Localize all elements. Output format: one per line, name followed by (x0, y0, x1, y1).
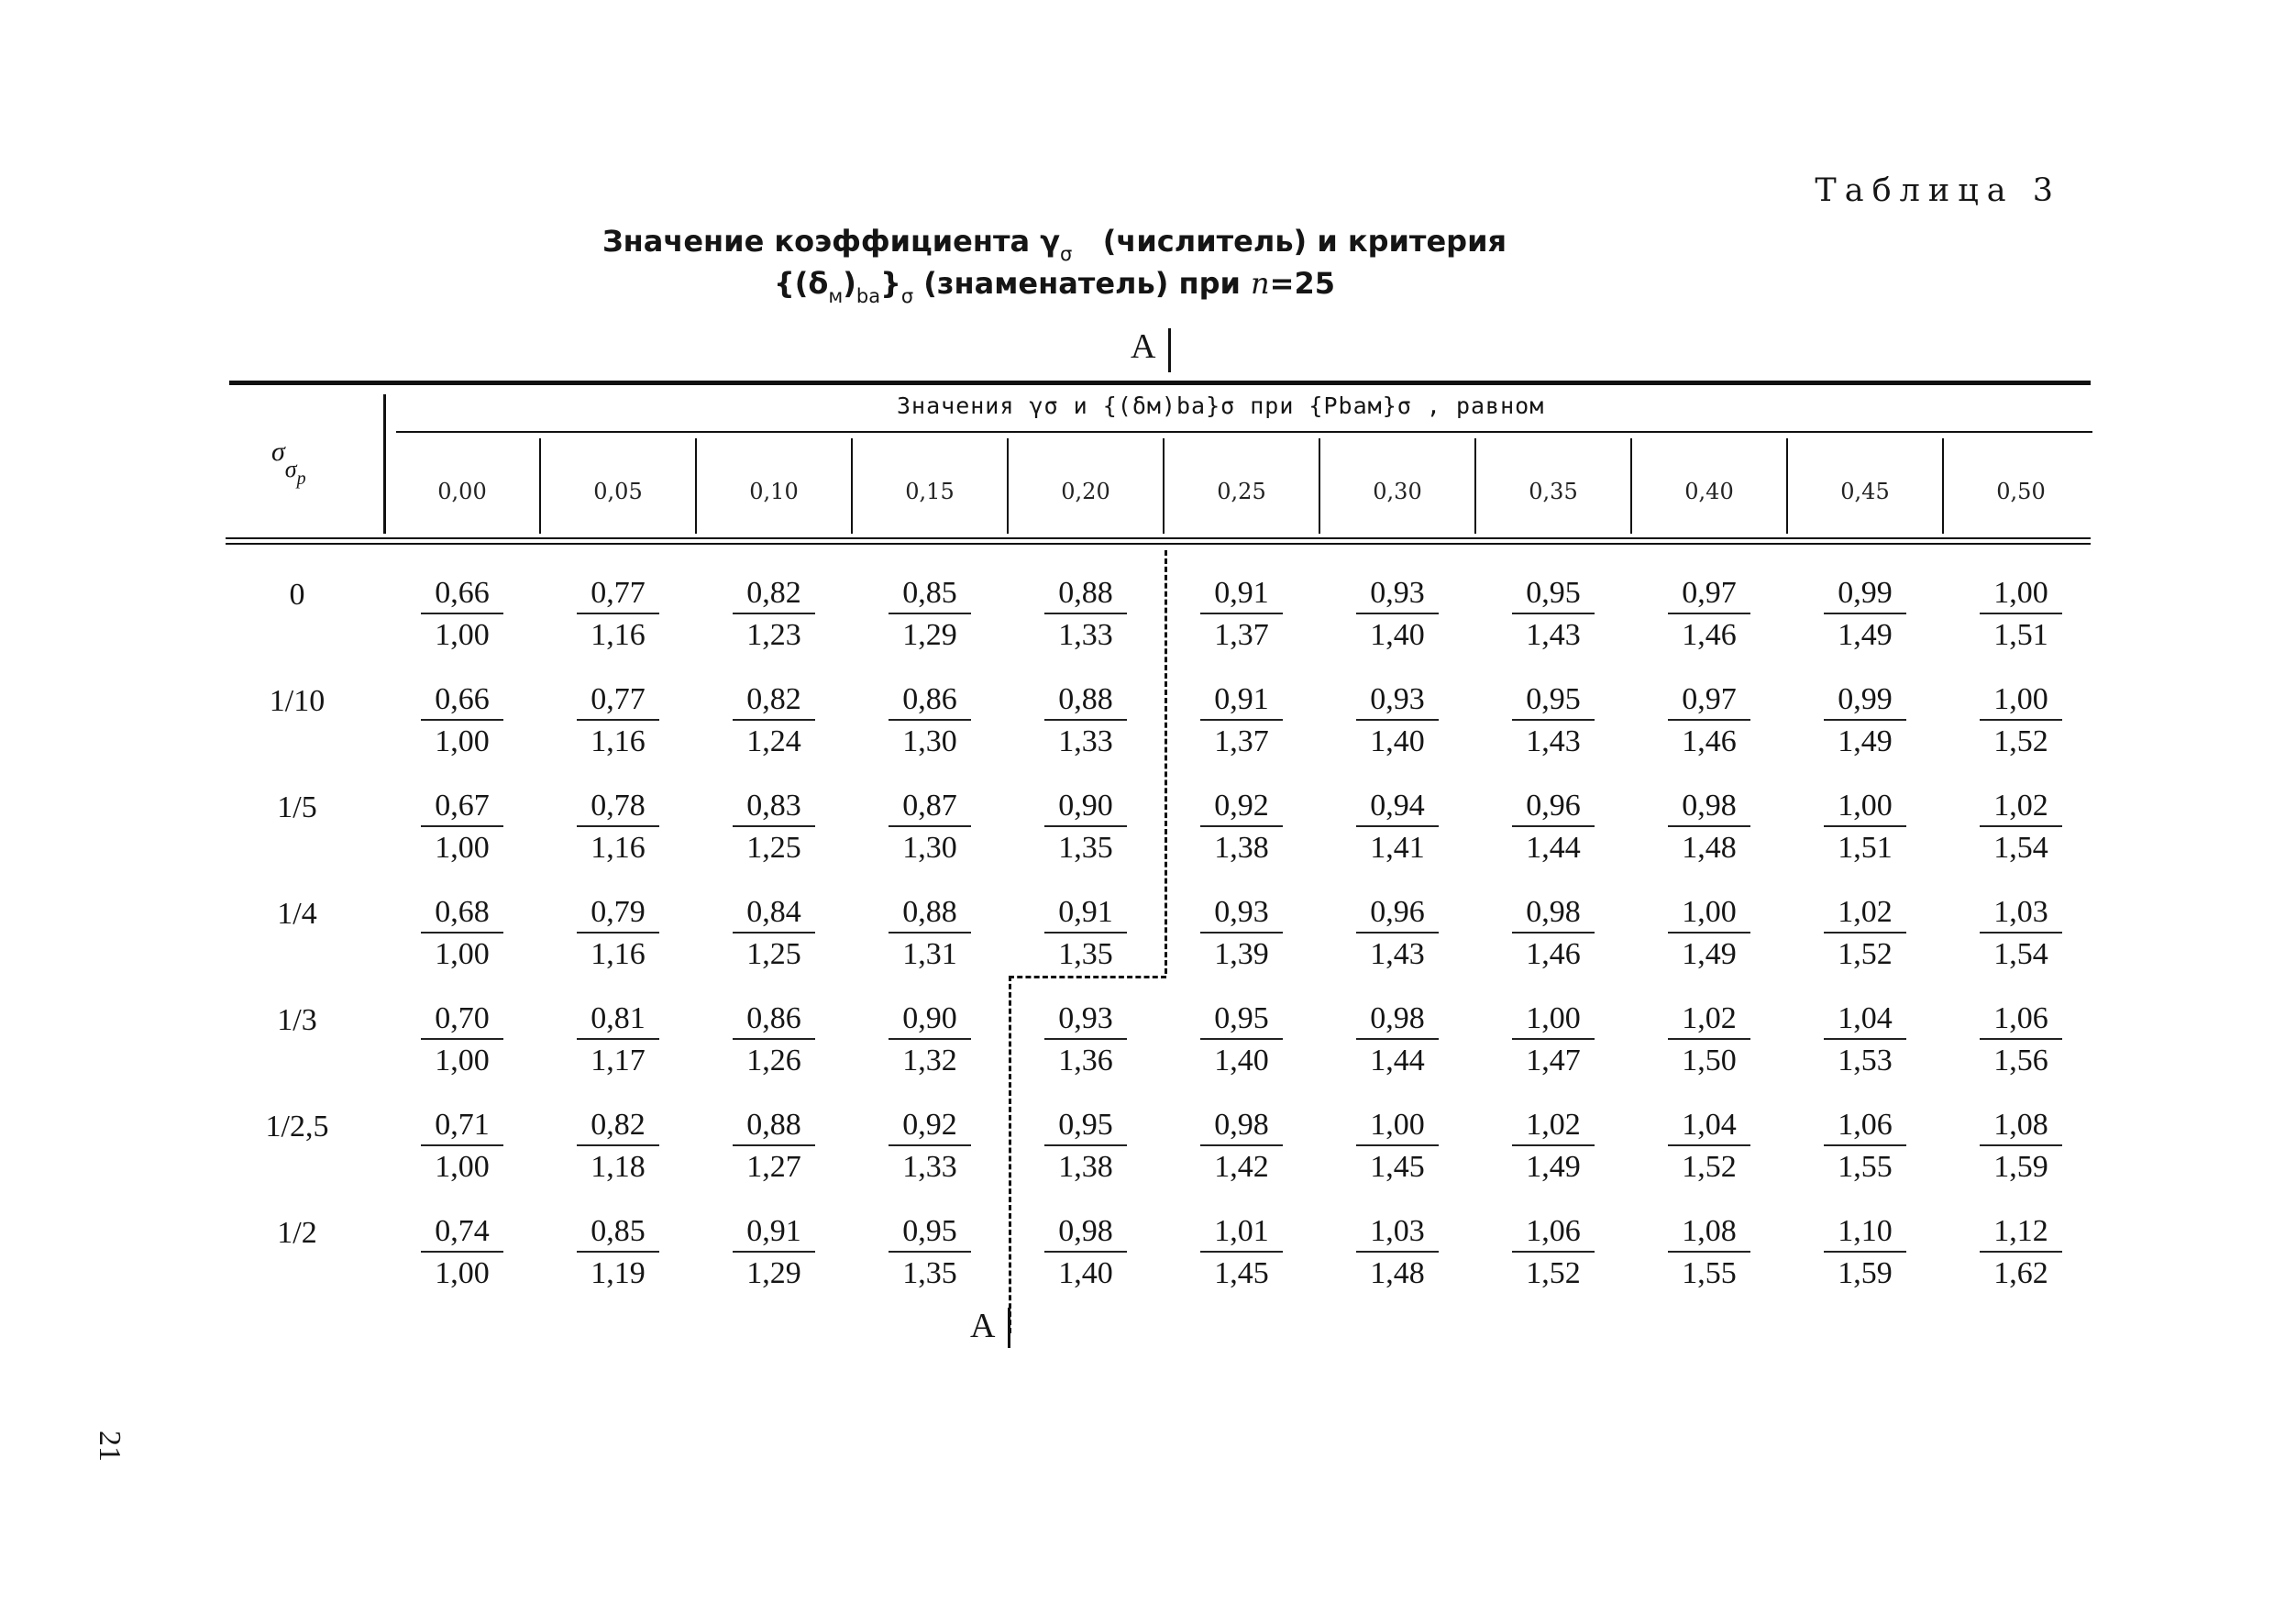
column-divider (1630, 438, 1632, 534)
table-cell (1668, 790, 1750, 864)
table-top-rule (229, 381, 2091, 385)
table-cell (1512, 1110, 1595, 1183)
table-cell (1512, 684, 1595, 757)
table-cell (1824, 1110, 1906, 1183)
cell-denominator: 1,00 (435, 831, 490, 865)
cell-denominator: 1,43 (1370, 937, 1425, 971)
column-divider (539, 438, 541, 534)
cell-denominator: 1,16 (591, 937, 646, 971)
table-cell (1200, 1003, 1283, 1077)
cell-numerator: 0,85 (577, 1216, 659, 1253)
cell-denominator: 1,24 (746, 724, 801, 758)
cell-numerator: 1,06 (1824, 1110, 1906, 1146)
row-label: 1/2,5 (265, 1110, 329, 1143)
table-title-line-1: Значение коэффициента $\gamma_\sigma$ (числитель) и критерия (602, 224, 1507, 265)
cell-denominator: 1,30 (902, 831, 957, 865)
cell-numerator: 1,00 (1980, 578, 2062, 614)
cell-denominator: 1,44 (1526, 831, 1581, 865)
cell-numerator: 1,00 (1512, 1003, 1595, 1040)
table-cell (889, 1110, 971, 1183)
cell-denominator: 1,16 (591, 618, 646, 652)
cell-denominator: 1,54 (1993, 937, 2048, 971)
table-cell (577, 578, 659, 651)
cell-numerator: 0,98 (1356, 1003, 1439, 1040)
cell-numerator: 0,71 (421, 1110, 503, 1146)
column-divider (851, 438, 853, 534)
cell-denominator: 1,37 (1214, 724, 1269, 758)
cell-denominator: 1,33 (1058, 618, 1113, 652)
cell-numerator: 1,12 (1980, 1216, 2062, 1253)
cell-denominator: 1,48 (1682, 831, 1737, 865)
table-cell (1200, 1216, 1283, 1289)
cell-numerator: 0,98 (1512, 897, 1595, 934)
table-cell (733, 1216, 815, 1289)
cell-numerator: 0,99 (1824, 684, 1906, 721)
cell-numerator: 0,77 (577, 578, 659, 614)
table-cell (421, 578, 503, 651)
table-cell (1356, 1110, 1439, 1183)
column-header: 0,00 (437, 479, 487, 504)
cell-numerator: 1,02 (1512, 1110, 1595, 1146)
table-cell (1356, 1003, 1439, 1077)
cell-numerator: 1,01 (1200, 1216, 1283, 1253)
column-divider (695, 438, 697, 534)
cell-denominator: 1,27 (746, 1150, 801, 1184)
cell-denominator: 1,41 (1370, 831, 1425, 865)
cell-denominator: 1,49 (1682, 937, 1737, 971)
table-cell (421, 1003, 503, 1077)
table-number-label: Таблица 3 (1815, 172, 2061, 209)
cell-numerator: 0,95 (889, 1216, 971, 1253)
cell-numerator: 0,77 (577, 684, 659, 721)
cell-denominator: 1,40 (1370, 618, 1425, 652)
cell-numerator: 0,82 (733, 684, 815, 721)
cell-numerator: 0,95 (1200, 1003, 1283, 1040)
cell-numerator: 0,85 (889, 578, 971, 614)
cell-numerator: 0,98 (1668, 790, 1750, 827)
cell-denominator: 1,38 (1214, 831, 1269, 865)
table-cell (1824, 897, 1906, 970)
cell-numerator: 0,93 (1044, 1003, 1127, 1040)
cell-denominator: 1,51 (1993, 618, 2048, 652)
cell-numerator: 0,95 (1512, 684, 1595, 721)
cell-denominator: 1,59 (1838, 1256, 1893, 1290)
cell-denominator: 1,40 (1214, 1044, 1269, 1077)
table-cell (1668, 684, 1750, 757)
cell-numerator: 1,02 (1824, 897, 1906, 934)
table-cell (1512, 897, 1595, 970)
cell-denominator: 1,37 (1214, 618, 1269, 652)
page-number: 21 (93, 1431, 127, 1462)
cell-numerator: 0,74 (421, 1216, 503, 1253)
cell-denominator: 1,47 (1526, 1044, 1581, 1077)
column-divider (1942, 438, 1944, 534)
cell-numerator: 0,87 (889, 790, 971, 827)
cell-numerator: 0,82 (733, 578, 815, 614)
table-cell (1668, 897, 1750, 970)
table-cell (1044, 1003, 1127, 1077)
section-boundary-lower (1009, 976, 1011, 1333)
column-divider (1474, 438, 1476, 534)
cell-denominator: 1,46 (1682, 724, 1737, 758)
table-cell (1980, 897, 2062, 970)
cell-denominator: 1,00 (435, 724, 490, 758)
cell-numerator: 0,93 (1200, 897, 1283, 934)
table-cell (1980, 578, 2062, 651)
cell-denominator: 1,52 (1838, 937, 1893, 971)
table-cell (1200, 1110, 1283, 1183)
row-label: 1/5 (277, 790, 317, 824)
column-header: 0,45 (1840, 479, 1890, 504)
table-cell (1044, 790, 1127, 864)
values-header-label: Значения γσ и {(δм)ba}σ при {Pbaм}σ , равном (897, 392, 1545, 419)
row-axis-header: $\sigma\sigma_p$ (271, 436, 306, 489)
cell-denominator: 1,19 (591, 1256, 646, 1290)
cell-denominator: 1,43 (1526, 618, 1581, 652)
row-label: 1/10 (269, 684, 326, 718)
cell-denominator: 1,30 (902, 724, 957, 758)
cell-denominator: 1,49 (1838, 724, 1893, 758)
table-cell (889, 897, 971, 970)
cell-denominator: 1,55 (1838, 1150, 1893, 1184)
cell-numerator: 0,88 (889, 897, 971, 934)
cell-numerator: 1,03 (1356, 1216, 1439, 1253)
cell-numerator: 0,90 (1044, 790, 1127, 827)
column-header: 0,25 (1217, 479, 1266, 504)
cell-denominator: 1,54 (1993, 831, 2048, 865)
cell-denominator: 1,33 (1058, 724, 1113, 758)
column-divider (1786, 438, 1788, 534)
table-cell (1512, 1216, 1595, 1289)
cell-denominator: 1,25 (746, 937, 801, 971)
column-divider (1319, 438, 1320, 534)
cell-numerator: 0,93 (1356, 578, 1439, 614)
cell-denominator: 1,52 (1526, 1256, 1581, 1290)
row-label: 1/2 (277, 1216, 317, 1250)
table-cell (1356, 1216, 1439, 1289)
cell-denominator: 1,39 (1214, 937, 1269, 971)
cell-numerator: 0,98 (1200, 1110, 1283, 1146)
cell-denominator: 1,26 (746, 1044, 801, 1077)
cell-denominator: 1,35 (902, 1256, 957, 1290)
cell-denominator: 1,00 (435, 1256, 490, 1290)
cell-denominator: 1,00 (435, 1044, 490, 1077)
table-cell (889, 1216, 971, 1289)
table-cell (733, 1003, 815, 1077)
table-cell (1356, 897, 1439, 970)
cell-numerator: 1,08 (1668, 1216, 1750, 1253)
table-cell (733, 1110, 815, 1183)
cell-denominator: 1,18 (591, 1150, 646, 1184)
header-left-divider (383, 394, 386, 534)
table-cell (733, 684, 815, 757)
table-cell (889, 790, 971, 864)
cell-numerator: 0,86 (733, 1003, 815, 1040)
header-bottom-rule-2 (226, 543, 2091, 545)
cell-denominator: 1,16 (591, 724, 646, 758)
cell-denominator: 1,36 (1058, 1044, 1113, 1077)
cell-numerator: 1,00 (1980, 684, 2062, 721)
cell-denominator: 1,52 (1682, 1150, 1737, 1184)
cell-denominator: 1,17 (591, 1044, 646, 1077)
table-cell (1200, 578, 1283, 651)
table-cell (1044, 897, 1127, 970)
cell-numerator: 1,10 (1824, 1216, 1906, 1253)
column-header: 0,10 (749, 479, 799, 504)
table-cell (1200, 790, 1283, 864)
cell-numerator: 1,03 (1980, 897, 2062, 934)
table-cell (1668, 578, 1750, 651)
cell-numerator: 0,88 (733, 1110, 815, 1146)
table-cell (577, 684, 659, 757)
table-cell (1356, 578, 1439, 651)
cell-numerator: 0,98 (1044, 1216, 1127, 1253)
header-sub-rule (396, 431, 2092, 433)
table-cell (1044, 1110, 1127, 1183)
table-cell (1512, 578, 1595, 651)
cell-numerator: 1,04 (1668, 1110, 1750, 1146)
cell-numerator: 0,66 (421, 684, 503, 721)
cell-denominator: 1,25 (746, 831, 801, 865)
cell-denominator: 1,48 (1370, 1256, 1425, 1290)
section-boundary-step (1009, 976, 1166, 978)
table-cell (889, 1003, 971, 1077)
table-cell (1044, 1216, 1127, 1289)
cell-denominator: 1,46 (1526, 937, 1581, 971)
column-header: 0,15 (905, 479, 955, 504)
column-header: 0,35 (1529, 479, 1578, 504)
cell-numerator: 0,83 (733, 790, 815, 827)
cell-numerator: 0,78 (577, 790, 659, 827)
table-cell (733, 790, 815, 864)
cell-numerator: 0,91 (1200, 578, 1283, 614)
cell-numerator: 0,68 (421, 897, 503, 934)
cell-denominator: 1,56 (1993, 1044, 2048, 1077)
column-header: 0,40 (1684, 479, 1734, 504)
cell-denominator: 1,44 (1370, 1044, 1425, 1077)
cell-numerator: 0,82 (577, 1110, 659, 1146)
table-cell (733, 897, 815, 970)
cell-denominator: 1,35 (1058, 831, 1113, 865)
table-cell (1668, 1003, 1750, 1077)
table-cell (1980, 684, 2062, 757)
cell-numerator: 0,81 (577, 1003, 659, 1040)
table-title-line-2: $\{(\delta_м)_{ba}\}_\sigma$ (знаменатель) при n=25 (774, 266, 1335, 307)
cell-denominator: 1,31 (902, 937, 957, 971)
cell-numerator: 0,92 (889, 1110, 971, 1146)
table-cell (889, 684, 971, 757)
table-cell (1824, 684, 1906, 757)
cell-numerator: 0,90 (889, 1003, 971, 1040)
cell-numerator: 1,00 (1356, 1110, 1439, 1146)
table-cell (1356, 790, 1439, 864)
table-cell (577, 790, 659, 864)
table-cell (1044, 578, 1127, 651)
cell-denominator: 1,33 (902, 1150, 957, 1184)
cell-denominator: 1,29 (902, 618, 957, 652)
table-cell (1512, 1003, 1595, 1077)
cell-numerator: 0,86 (889, 684, 971, 721)
cell-denominator: 1,29 (746, 1256, 801, 1290)
cell-denominator: 1,53 (1838, 1044, 1893, 1077)
cell-numerator: 1,02 (1980, 790, 2062, 827)
cell-denominator: 1,38 (1058, 1150, 1113, 1184)
cell-denominator: 1,43 (1526, 724, 1581, 758)
cell-denominator: 1,23 (746, 618, 801, 652)
cell-numerator: 1,04 (1824, 1003, 1906, 1040)
cell-numerator: 0,96 (1512, 790, 1595, 827)
table-cell (1512, 790, 1595, 864)
table-cell (577, 1216, 659, 1289)
table-cell (421, 790, 503, 864)
table-cell (1356, 684, 1439, 757)
cell-numerator: 0,93 (1356, 684, 1439, 721)
table-cell (577, 1110, 659, 1183)
cell-denominator: 1,59 (1993, 1150, 2048, 1184)
cell-denominator: 1,51 (1838, 831, 1893, 865)
section-marker-bottom-line (1008, 1308, 1010, 1348)
table-cell (421, 897, 503, 970)
row-label: 1/4 (277, 897, 317, 931)
table-cell (1824, 790, 1906, 864)
table-cell (889, 578, 971, 651)
cell-denominator: 1,52 (1993, 724, 2048, 758)
cell-numerator: 0,88 (1044, 578, 1127, 614)
cell-numerator: 1,06 (1980, 1003, 2062, 1040)
cell-numerator: 0,91 (733, 1216, 815, 1253)
cell-denominator: 1,49 (1526, 1150, 1581, 1184)
cell-denominator: 1,16 (591, 831, 646, 865)
column-header: 0,05 (593, 479, 643, 504)
cell-numerator: 0,88 (1044, 684, 1127, 721)
section-boundary-upper (1165, 550, 1167, 974)
cell-denominator: 1,50 (1682, 1044, 1737, 1077)
table-cell (577, 897, 659, 970)
table-cell (577, 1003, 659, 1077)
table-cell (1044, 684, 1127, 757)
column-divider (1007, 438, 1009, 534)
cell-denominator: 1,00 (435, 618, 490, 652)
cell-denominator: 1,42 (1214, 1150, 1269, 1184)
table-cell (1200, 897, 1283, 970)
header-bottom-rule-1 (226, 537, 2091, 539)
cell-numerator: 0,99 (1824, 578, 1906, 614)
cell-numerator: 1,06 (1512, 1216, 1595, 1253)
table-cell (1668, 1216, 1750, 1289)
table-cell (1980, 790, 2062, 864)
cell-numerator: 0,79 (577, 897, 659, 934)
table-cell (1980, 1110, 2062, 1183)
cell-numerator: 0,70 (421, 1003, 503, 1040)
section-marker-top: А (1131, 327, 1156, 366)
cell-numerator: 1,08 (1980, 1110, 2062, 1146)
section-marker-top-line (1168, 328, 1171, 372)
cell-denominator: 1,46 (1682, 618, 1737, 652)
cell-numerator: 1,02 (1668, 1003, 1750, 1040)
cell-numerator: 0,91 (1044, 897, 1127, 934)
cell-numerator: 0,92 (1200, 790, 1283, 827)
cell-denominator: 1,55 (1682, 1256, 1737, 1290)
cell-numerator: 0,84 (733, 897, 815, 934)
cell-denominator: 1,40 (1370, 724, 1425, 758)
cell-denominator: 1,40 (1058, 1256, 1113, 1290)
table-cell (1980, 1003, 2062, 1077)
row-label: 1/3 (277, 1003, 317, 1037)
cell-denominator: 1,45 (1214, 1256, 1269, 1290)
cell-numerator: 0,67 (421, 790, 503, 827)
cell-denominator: 1,45 (1370, 1150, 1425, 1184)
cell-denominator: 1,62 (1993, 1256, 2048, 1290)
column-divider (1163, 438, 1165, 534)
table-cell (733, 578, 815, 651)
cell-numerator: 0,95 (1512, 578, 1595, 614)
cell-numerator: 0,97 (1668, 578, 1750, 614)
cell-numerator: 0,97 (1668, 684, 1750, 721)
cell-denominator: 1,00 (435, 937, 490, 971)
cell-numerator: 0,94 (1356, 790, 1439, 827)
column-header: 0,20 (1061, 479, 1110, 504)
table-cell (1824, 1216, 1906, 1289)
cell-denominator: 1,32 (902, 1044, 957, 1077)
cell-numerator: 0,96 (1356, 897, 1439, 934)
table-cell (1668, 1110, 1750, 1183)
table-cell (1200, 684, 1283, 757)
row-label: 0 (289, 578, 305, 612)
table-cell (421, 1110, 503, 1183)
column-header: 0,30 (1373, 479, 1422, 504)
cell-numerator: 0,66 (421, 578, 503, 614)
cell-numerator: 1,00 (1668, 897, 1750, 934)
cell-denominator: 1,49 (1838, 618, 1893, 652)
cell-numerator: 0,95 (1044, 1110, 1127, 1146)
table-cell (421, 1216, 503, 1289)
cell-numerator: 0,91 (1200, 684, 1283, 721)
cell-numerator: 1,00 (1824, 790, 1906, 827)
table-cell (1824, 1003, 1906, 1077)
section-marker-bottom: А (970, 1307, 996, 1345)
table-cell (421, 684, 503, 757)
cell-denominator: 1,00 (435, 1150, 490, 1184)
column-header: 0,50 (1996, 479, 2046, 504)
table-cell (1980, 1216, 2062, 1289)
cell-denominator: 1,35 (1058, 937, 1113, 971)
table-cell (1824, 578, 1906, 651)
